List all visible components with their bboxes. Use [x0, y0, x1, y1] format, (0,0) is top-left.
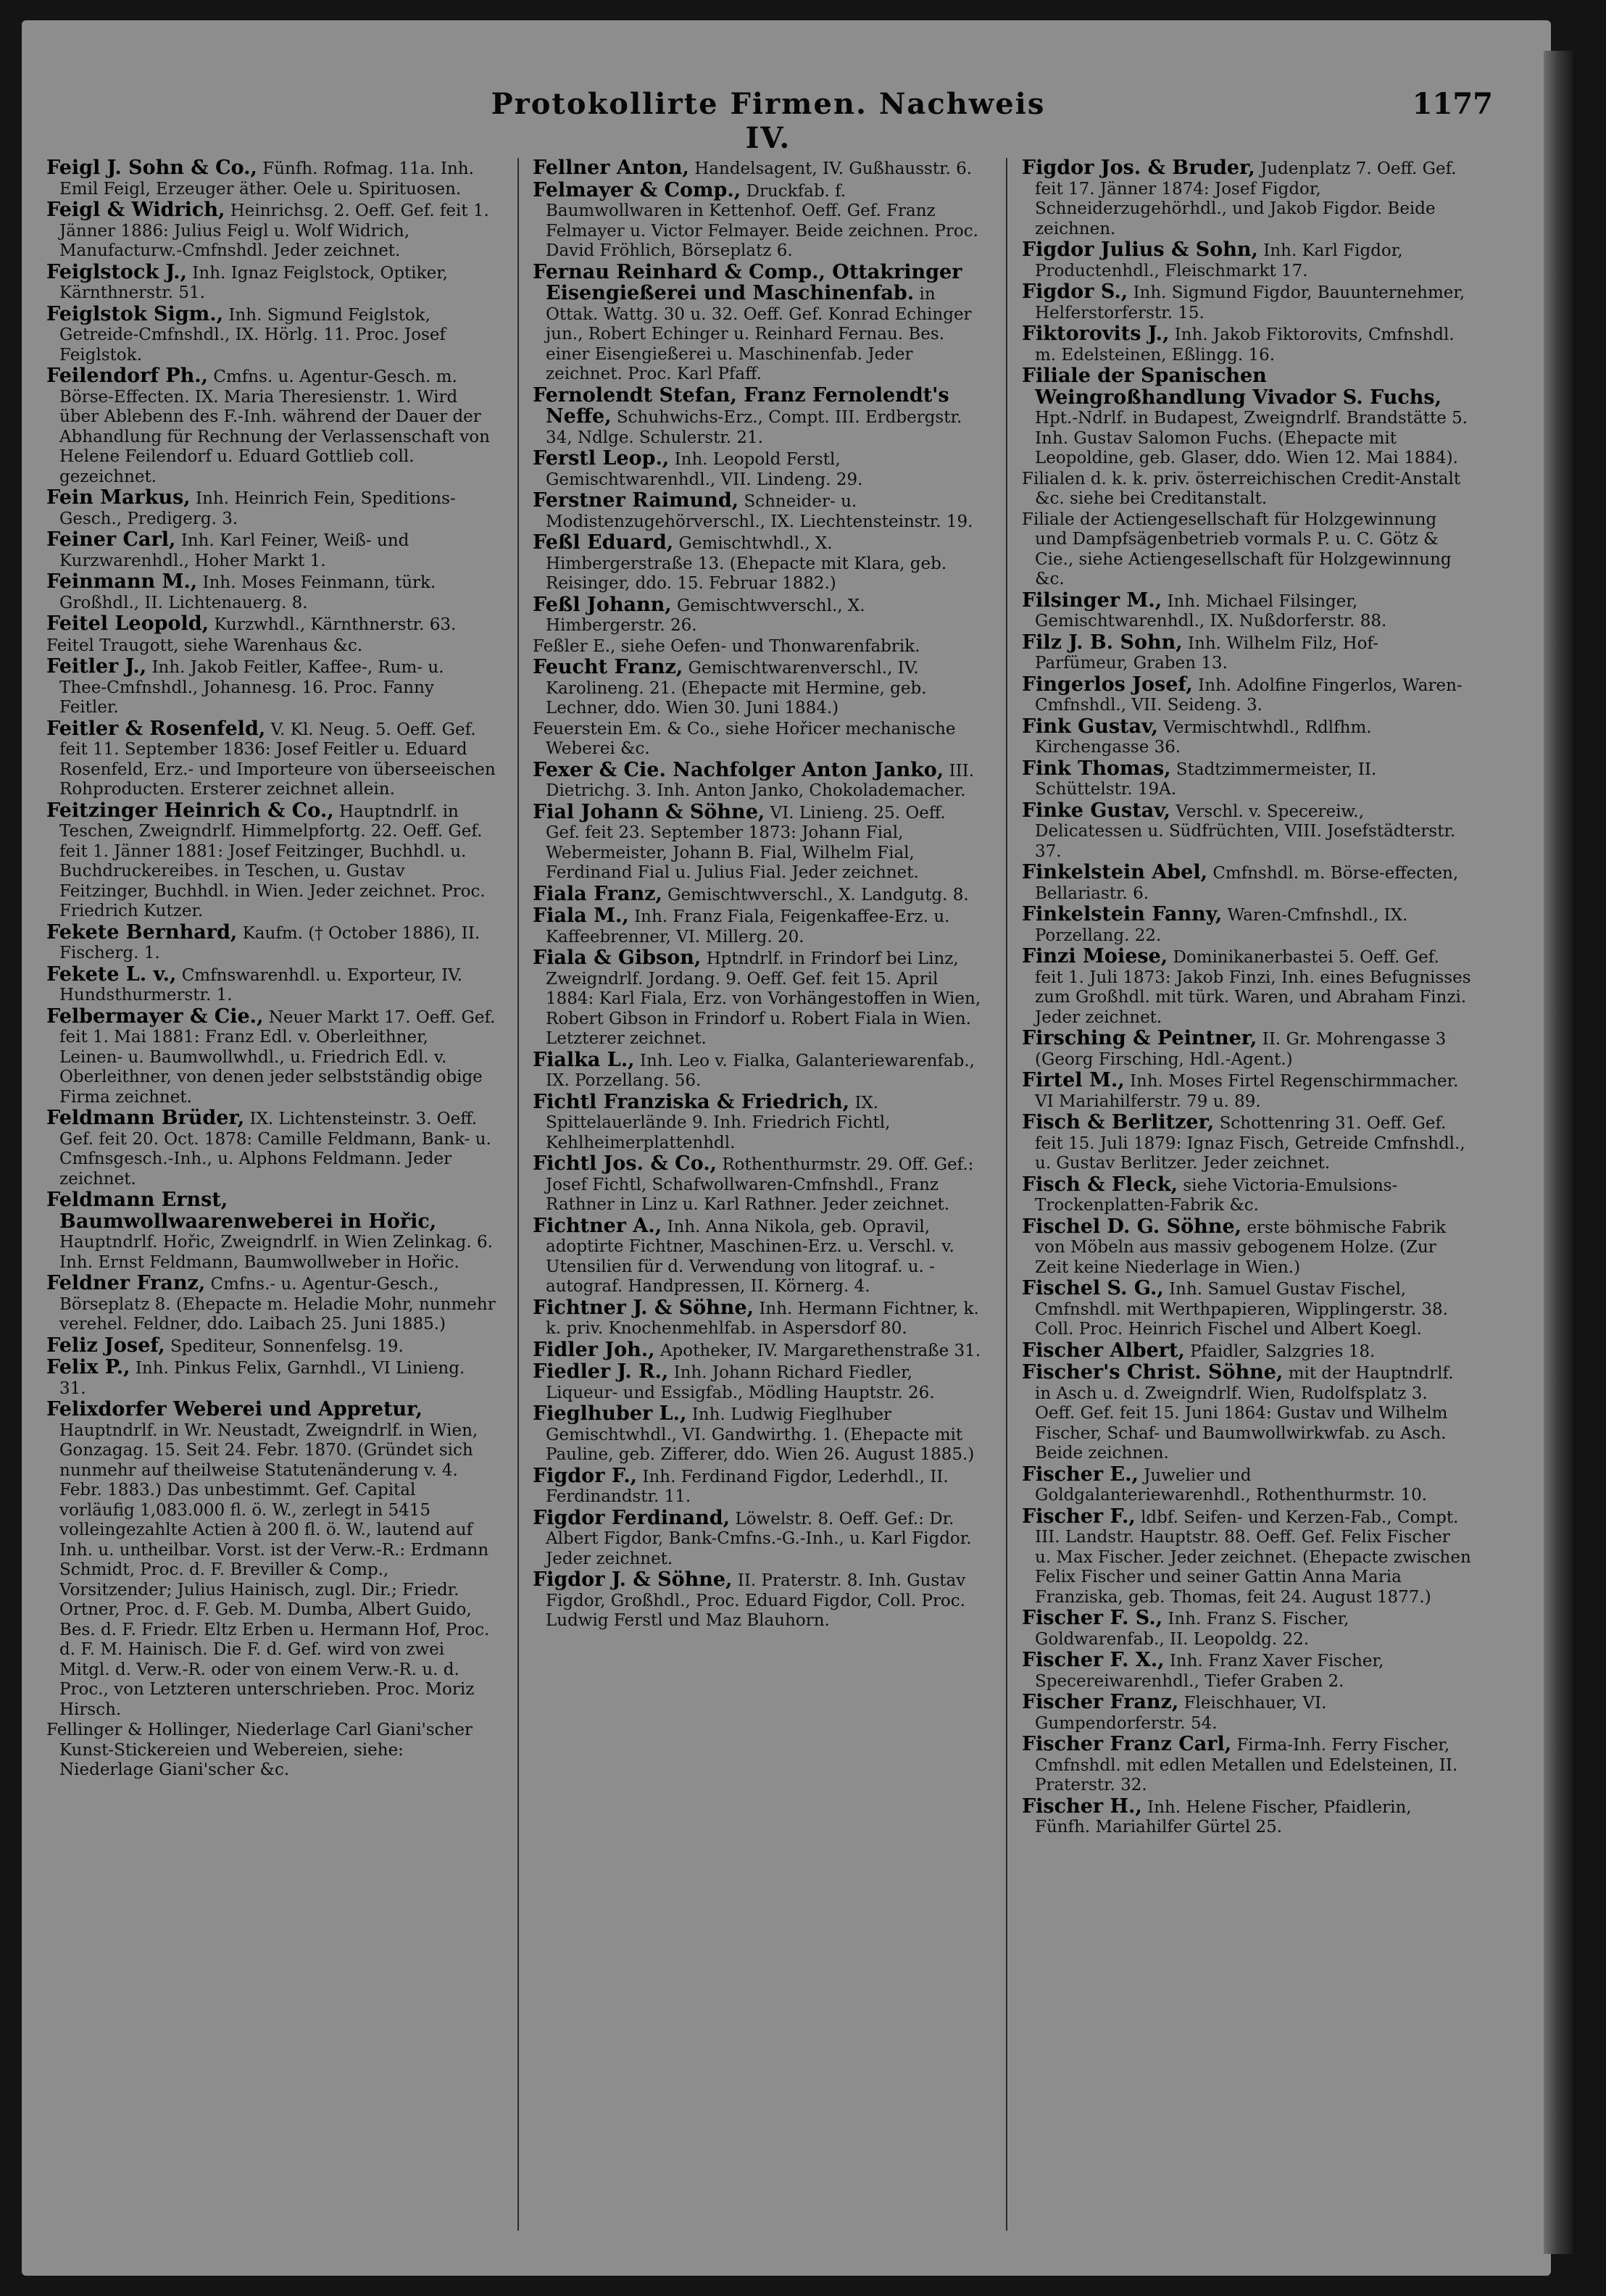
directory-entry: [1022, 510, 1471, 590]
firm-name: Ferstl Leop.,: [533, 447, 670, 470]
entry-text: Inh. Pinkus Felix, Garnhdl., VI Linieng. 31.: [59, 1359, 465, 1398]
entry-text: Waren-Cmfnshdl., IX. Porzellang. 22.: [1035, 906, 1408, 945]
directory-entry: [46, 366, 496, 487]
entry-text: Kurzwhdl., Kärnthnerstr. 63.: [214, 615, 457, 634]
directory-entry: [1022, 1650, 1471, 1692]
directory-entry: [533, 1154, 982, 1215]
entry-text: Gemischtwarenverschl., IV. Karolineng. 21. (Ehepacte mit Hermine, geb. Lechner, ddo. Wien 30. Juni 1884.): [546, 659, 927, 718]
directory-entry: [1022, 1734, 1471, 1796]
directory-entry: [46, 158, 496, 199]
entry-text: Inh. Jakob Fiktorovits, Cmfnshdl. m. Edelsteinen, Eßlingg. 16.: [1035, 325, 1455, 365]
entry-text: Feßler E., siehe Oefen- und Thonwarenfabrik.: [533, 636, 920, 656]
directory-entry: [1022, 470, 1471, 509]
firm-name: Figdor Ferdinand,: [533, 1506, 731, 1529]
firm-name: Feigl & Widrich,: [46, 199, 225, 221]
firm-name: Finzi Moiese,: [1022, 945, 1168, 968]
entry-text: Inh. Michael Filsinger, Gemischtwarenhdl., IX. Nußdorferstr. 88.: [1035, 591, 1387, 631]
entry-text: Inh. Jakob Feitler, Kaffee-, Rum- u. Thee-Cmfnshdl., Johannesg. 16. Proc. Fanny Feitler.: [59, 658, 444, 717]
entry-text: IX. Spittelauerlände 9. Inh. Friedrich Fichtl, Kehlheimerplattenhdl.: [546, 1093, 891, 1152]
entry-text: Pfaidler, Salzgries 18.: [1190, 1342, 1376, 1361]
entry-text: V. Kl. Neug. 5. Oeff. Gef. feit 11. September 1836: Josef Feitler u. Eduard Rosenfeld, Erz.- und Importeure von überseeischen Rohproducten. Ersterer zeichnet allein.: [59, 720, 496, 799]
firm-name: Fiktorovits J.,: [1022, 323, 1170, 345]
firm-name: Fischer Albert,: [1022, 1339, 1185, 1362]
directory-entry: [533, 1050, 982, 1091]
entry-text: Inh. Karl Figdor, Productenhdl., Fleischmarkt 17.: [1035, 241, 1403, 280]
entry-text: Inh. Franz Fiala, Feigenkaffee-Erz. u. Kaffeebrenner, VI. Millerg. 20.: [546, 907, 950, 947]
firm-name: Feldmann Ernst, Baumwollwaarenweberei in Hořic,: [46, 1189, 437, 1233]
entry-text: Vermischtwhdl., Rdlfhm. Kirchengasse 36.: [1035, 718, 1372, 757]
entry-text: II. Gr. Mohrengasse 3 (Georg Firsching, Hdl.-Agent.): [1035, 1030, 1447, 1069]
directory-entry: [533, 1508, 982, 1570]
entry-text: Handelsagent, IV. Gußhausstr. 6.: [694, 159, 973, 178]
entry-text: Apotheker, IV. Margarethenstraße 31.: [660, 1341, 981, 1360]
entry-text: Gemischtwverschl., X. Himbergerstr. 26.: [546, 596, 865, 635]
directory-entry: [1022, 759, 1471, 800]
firm-name: Felmayer & Comp.,: [533, 178, 741, 201]
directory-entry: [1022, 1028, 1471, 1070]
entry-text: Löwelstr. 8. Oeff. Gef.: Dr. Albert Figdor, Bank-Cmfns.-G.-Inh., u. Karl Figdor. Jeder zeichnet.: [546, 1509, 972, 1568]
firm-name: Fischer H.,: [1022, 1794, 1142, 1818]
entry-text: Inh. Anna Nikola, geb. Opravil, adoptirte Fichtner, Maschinen-Erz. u. Verschl. v. Utensilien für d. Verwendung von litograf. u. -autograf. Handpressen, II. Körnerg. 4.: [546, 1217, 954, 1296]
firm-name: Fellner Anton,: [533, 158, 689, 179]
directory-entry: [46, 488, 496, 529]
entry-text: Spediteur, Sonnenfelsg. 19.: [170, 1336, 404, 1356]
directory-entry: [1022, 1217, 1471, 1278]
entry-text: Inh. Hermann Fichtner, k. k. priv. Knochenmehlfab. in Aspersdorf 80.: [546, 1299, 979, 1338]
page-number: 1177: [1412, 87, 1493, 121]
entry-text: Inh. Ferdinand Figdor, Lederhdl., II. Ferdinandstr. 11.: [546, 1467, 949, 1506]
firm-name: Finkelstein Abel,: [1022, 861, 1207, 883]
entry-text: Schottenring 31. Oeff. Gef. feit 15. Juli 1879: Ignaz Fisch, Getreide Cmfnshdl., u. Gustav Berlitzer. Jeder zeichnet.: [1035, 1114, 1465, 1173]
directory-entry: [1022, 1692, 1471, 1734]
entry-text: Judenplatz 7. Oeff. Gef. feit 17. Jänner 1874: Josef Figdor, Schneiderzugehörhdl., und Jakob Figdor. Beide zeichnen.: [1035, 159, 1457, 238]
entry-text: Inh. Johann Richard Fiedler, Liqueur- und Essigfab., Mödling Hauptstr. 26.: [546, 1363, 935, 1402]
directory-entry: [1022, 633, 1471, 674]
directory-entry: [533, 948, 982, 1049]
entry-text: Inh. Karl Feiner, Weiß- und Kurzwarenhdl., Hoher Markt 1.: [59, 531, 409, 570]
directory-entry: [533, 1092, 982, 1154]
entry-text: Hauptndrlf. in Teschen, Zweigndrlf. Himmelpfortg. 22. Oeff. Gef. feit 1. Jänner 1881: Josef Feitzinger, Buchhdl. u. Buchdruckereibes. in Teschen, u. Gustav Feitzinger, Buchhdl. in Wien. Jeder zeichnet. Proc. Friedrich Kutzer.: [59, 802, 486, 920]
directory-entry: [1022, 1112, 1471, 1174]
entry-text: Inh. Franz Xaver Fischer, Specereiwarenhdl., Tiefer Graben 2.: [1035, 1652, 1384, 1691]
directory-entry: [1022, 158, 1471, 239]
entry-text: Gemischtwverschl., X. Landgutg. 8.: [667, 885, 969, 904]
directory-entry: [533, 1362, 982, 1403]
firm-name: Feitel Leopold,: [46, 612, 209, 635]
directory-entry: [46, 719, 496, 800]
firm-name: Fialka L.,: [533, 1048, 635, 1071]
directory-entry: [533, 595, 982, 636]
firm-name: Fink Thomas,: [1022, 757, 1171, 780]
entry-text: Neuer Markt 17. Oeff. Gef. feit 1. Mai 1881: Franz Edl. v. Oberleithner, Leinen- u. Baumwollwhdl., u. Friedrich Edl. v. Oberleithner, von denen jeder selbstständig obige Firma zeichnet.: [59, 1007, 496, 1107]
entry-text: Cmfns.- u. Agentur-Gesch., Börseplatz 8. (Ehepacte m. Heladie Mohr, nunmehr verehel. Feldner, ddo. Laibach 25. Juni 1885.): [59, 1275, 496, 1334]
directory-entry: [46, 1273, 496, 1335]
entry-text: IX. Lichtensteinstr. 3. Oeff. Gef. feit 20. Oct. 1878: Camille Feldmann, Bank- u. Cmfnsgesch.-Inh., u. Alphons Feldmann. Jeder zeichnet.: [59, 1110, 491, 1189]
firm-name: Figdor F.,: [533, 1464, 638, 1487]
firm-name: Fieglhuber L.,: [533, 1402, 687, 1425]
firm-name: Figdor Julius & Sohn,: [1022, 238, 1258, 261]
firm-name: Fernolendt Stefan, Franz Fernolendt's Neffe,: [533, 383, 949, 428]
firm-name: Fein Markus,: [46, 486, 191, 509]
directory-entry: [533, 884, 982, 906]
entry-text: Inh. Heinrich Fein, Speditions-Gesch., Predigerg. 3.: [59, 489, 456, 528]
directory-entry: [46, 636, 496, 657]
directory-entry: [533, 1216, 982, 1297]
entry-text: ldbf. Seifen- und Kerzen-Fab., Compt. III. Landstr. Hauptstr. 88. Oeff. Gef. Felix Fischer u. Max Fischer. Jeder zeichnet. (Ehepacte zwischen Felix Fischer und seiner Gattin Anna Maria Franziska, geb. Thomas, feit 24. August 1877.): [1035, 1507, 1471, 1607]
directory-entry: [1022, 1278, 1471, 1340]
entry-text: Schuhwichs-Erz., Compt. III. Erdbergstr. 34, Ndlge. Schulerstr. 21.: [546, 408, 962, 447]
directory-entry: [46, 1004, 496, 1108]
directory-entry: [46, 962, 496, 1006]
directory-entry: [1022, 717, 1471, 758]
firm-name: Filsinger M.,: [1022, 588, 1162, 612]
directory-entry: [533, 906, 982, 947]
directory-entry: [1022, 947, 1471, 1028]
entry-text: Filialen d. k. k. priv. österreichischen Credit-Anstalt &c. siehe bei Creditanstalt.: [1022, 469, 1461, 508]
firm-name: Fichtner J. & Söhne,: [533, 1296, 754, 1319]
entry-text: Inh. Franz S. Fischer, Goldwarenfab., II. Leopoldg. 22.: [1035, 1610, 1349, 1649]
directory-entry: [533, 158, 982, 180]
directory-entry: [533, 760, 982, 802]
directory-entry: [533, 1466, 982, 1507]
page-title: Protokollirte Firmen. Nachweis IV.: [491, 87, 1046, 155]
firm-name: Fischer Franz Carl,: [1022, 1733, 1232, 1755]
firm-name: Fidler Joh.,: [533, 1338, 655, 1361]
directory-entry: [1022, 366, 1471, 469]
entry-text: Heinrichsg. 2. Oeff. Gef. feit 1. Jänner 1886: Julius Feigl u. Wolf Widrich, Manufacturw.-Cmfnshdl. Jeder zeichnet.: [59, 201, 489, 260]
entry-text: Feuerstein Em. & Co., siehe Hořicer mechanische Weberei &c.: [533, 719, 956, 758]
firm-name: Fial Johann & Söhne,: [533, 800, 765, 823]
directory-entry: [46, 1190, 496, 1273]
entry-text: Verschl. v. Specereiw., Delicatessen u. Südfrüchten, VIII. Josefstädterstr. 37.: [1035, 802, 1456, 861]
column-3: [1022, 158, 1471, 2260]
firm-name: Feliz Josef,: [46, 1334, 165, 1357]
firm-name: Felixdorfer Weberei und Appretur,: [46, 1398, 423, 1421]
directory-entry: [46, 1108, 496, 1189]
directory-entry: [533, 449, 982, 490]
firm-name: Fernau Reinhard & Comp., Ottakringer Eisengießerei und Maschinenfab.: [533, 260, 962, 304]
firm-name: Feldmann Brüder,: [46, 1107, 245, 1129]
directory-entry: [1022, 240, 1471, 281]
entry-text: mit der Hauptndrlf. in Asch u. d. Zweigndrlf. Wien, Rudolfsplatz 3. Oeff. Gef. feit 15. Juni 1864: Gustav und Wilhelm Fischer, Schaf- und Baumwollwirkwfab. zu Asch. Beide zeichnen.: [1035, 1364, 1454, 1463]
firm-name: Figdor J. & Söhne,: [533, 1568, 733, 1591]
firm-name: Firsching & Peintner,: [1022, 1027, 1257, 1049]
directory-entry: [1022, 1507, 1471, 1608]
entry-text: Cmfns. u. Agentur-Gesch. m. Börse-Effecten. IX. Maria Theresienstr. 1. Wird über Ablebenn des F.-Inh. während der Dauer der Abhandlung für Rechnung der Verlassenschaft von Helene Feilendorf u. Eduard Gottlieb coll. gezeichnet.: [59, 367, 490, 486]
entry-text: Inh. Ignaz Feiglstock, Optiker, Kärnthnerstr. 51.: [59, 263, 448, 302]
firm-name: Fiala Franz,: [533, 882, 662, 905]
firm-name: Finkelstein Fanny,: [1022, 903, 1223, 926]
directory-entry: [46, 920, 496, 964]
directory-entry: [533, 637, 982, 657]
directory-entry: [46, 1399, 496, 1720]
firm-name: Feigl J. Sohn & Co.,: [46, 158, 257, 179]
firm-name: Fiala & Gibson,: [533, 947, 702, 969]
entry-text: Hptndrlf. in Frindorf bei Linz, Zweigndrlf. Jordang. 9. Oeff. Gef. feit 15. April 1884: Karl Fiala, Erz. von Vorhängestoffen in Wien, Robert Gibson in Frindorf u. Robert Fiala in Wien. Letzterer zeichnet.: [546, 949, 981, 1048]
firm-name: Figdor S.,: [1022, 280, 1128, 303]
directory-entry: [46, 1357, 496, 1399]
column-2: [533, 158, 982, 2260]
firm-name: Fichtl Jos. & Co.,: [533, 1152, 717, 1175]
firm-name: Feucht Franz,: [533, 656, 683, 678]
entry-text: Inh. Wilhelm Filz, Hof-Parfümeur, Graben 13.: [1035, 633, 1378, 673]
entry-text: Fünfh. Rofmag. 11a. Inh. Emil Feigl, Erzeuger äther. Oele u. Spirituosen.: [59, 159, 474, 199]
directory-entry: [46, 657, 496, 718]
firm-name: Feilendorf Ph.,: [46, 365, 209, 387]
entry-text: Inh. Adolfine Fingerlos, Waren-Cmfnshdl., VII. Seideng. 3.: [1035, 675, 1463, 715]
entry-text: III. Dietrichg. 3. Inh. Anton Janko, Chokolademacher.: [546, 761, 975, 800]
entry-text: in Ottak. Wattg. 30 u. 32. Oeff. Gef. Konrad Echinger jun., Robert Echinger u. Reinhard Fernau. Bes. einer Eisengießerei u. Maschinenfab. Jeder zeichnet. Proc. Karl Pfaff.: [546, 285, 972, 383]
entry-text: Cmfnshdl. m. Börse-effecten, Bellariastr. 6.: [1035, 864, 1459, 903]
directory-entry: [533, 720, 982, 760]
directory-entry: [1022, 1363, 1471, 1464]
directory-entry: [1022, 1465, 1471, 1506]
directory-entry: [1022, 1608, 1471, 1650]
directory-entry: [533, 491, 982, 532]
firm-name: Felbermayer & Cie.,: [46, 1004, 264, 1028]
firm-name: Filiale der Spanischen Weingroßhandlung Vivador S. Fuchs,: [1022, 365, 1442, 409]
directory-entry: [533, 262, 982, 385]
book-page-edge: [1544, 51, 1573, 2254]
firm-name: Figdor Jos. & Bruder,: [1022, 158, 1255, 179]
directory-entry: [1022, 675, 1471, 716]
firm-name: Feiglstok Sigm.,: [46, 302, 224, 325]
directory-entry: [46, 801, 496, 922]
firm-name: Fischer's Christ. Söhne,: [1022, 1361, 1283, 1384]
firm-name: Feiner Carl,: [46, 528, 176, 551]
firm-name: Fisch & Fleck,: [1022, 1173, 1178, 1196]
firm-name: Feldner Franz,: [46, 1272, 206, 1294]
firm-name: Fischer Franz,: [1022, 1691, 1179, 1713]
directory-entry: [533, 1340, 982, 1362]
firm-name: Feßl Johann,: [533, 593, 672, 616]
entry-text: Hauptndrlf. in Wr. Neustadt, Zweigndrlf. in Wien, Gonzagag. 15. Seit 24. Febr. 1870. (Gründet sich nunmehr auf theilweise Statutenänderung v. 4. Febr. 1883.) Das unbestimmt. Gef. Capital vorläufig 1,083.000 fl. ö. W., zerlegt in 5415 volleingezahlte Actien à 200 fl. ö. W., lautend auf Inh. u. untheilbar. Vorst. ist der Verw.-R.: Erdmann Schmidt, Proc. d. F. Breviller & Comp., Vorsitzender; Julius Hainisch, zugl. Dir.; Friedr. Ortner, Proc. d. F. Geb. M. Dumba, Albert Guido, Bes. d. F. Friedr. Eltz Erben u. Hermann Hof, Proc. d. F. M. Hainisch. Die F. d. Gef. wird von zwei Mitgl. d. Verw.-R. oder von einem Verw.-R. u. d. Proc., von Letzteren unterschrieben. Proc. Moriz Hirsch.: [59, 1421, 490, 1719]
entry-text: Inh. Sigmund Feiglstok, Getreide-Cmfnshdl., IX. Hörlg. 11. Proc. Josef Feiglstok.: [59, 305, 446, 365]
firm-name: Fischer E.,: [1022, 1463, 1139, 1486]
entry-text: Druckfab. f. Baumwollwaren in Kettenhof. Oeff. Gef. Franz Felmayer u. Victor Felmayer. Beide zeichnen. Proc. David Fröhlich, Börseplatz 6.: [546, 181, 978, 260]
directory-entry: [533, 1298, 982, 1339]
entry-text: Inh. Sigmund Figdor, Bauunternehmer, Helferstorferstr. 15.: [1035, 283, 1465, 323]
entry-text: Rothenthurmstr. 29. Off. Gef.: Josef Fichtl, Schafwollwaren-Cmfnshdl., Franz Rathner in Linz u. Karl Rathner. Jeder zeichnet.: [546, 1155, 974, 1214]
entry-text: Inh. Leo v. Fialka, Galanteriewarenfab., IX. Porzellang. 56.: [546, 1051, 975, 1090]
entry-text: Feitel Traugott, siehe Warenhaus &c.: [46, 636, 363, 655]
firm-name: Fischer F. X.,: [1022, 1649, 1165, 1671]
directory-entry: [46, 1336, 496, 1357]
firm-name: Felix P.,: [46, 1356, 130, 1378]
directory-entry: [46, 200, 496, 262]
firm-name: Feßl Eduard,: [533, 531, 674, 554]
firm-name: Fichtl Franziska & Friedrich,: [533, 1090, 850, 1113]
directory-entry: [46, 530, 496, 571]
entry-text: VI. Linieng. 25. Oeff. Gef. feit 23. September 1873: Johann Fial, Webermeister, Johann B. Fial, Wilhelm Fial, Ferdinand Fial u. Julius Fial. Jeder zeichnet.: [546, 803, 946, 882]
entry-text: Hpt.-Ndrlf. in Budapest, Zweigndrlf. Brandstätte 5. Inh. Gustav Salomon Fuchs. (Ehepacte mit Leopoldine, geb. Glaser, ddo. Wien 12. Mai 1884).: [1035, 409, 1468, 467]
firm-name: Finke Gustav,: [1022, 799, 1171, 822]
firm-name: Ferstner Raimund,: [533, 489, 739, 512]
running-head: [22, 87, 1551, 155]
entry-text: Gemischtwhdl., X. Himbergerstraße 13. (Ehepacte mit Klara, geb. Reisinger, ddo. 15. Februar 1882.): [546, 534, 947, 593]
entry-text: Inh. Leopold Ferstl, Gemischtwarenhdl., VII. Lindeng. 29.: [546, 450, 863, 489]
directory-entry: [1022, 904, 1471, 946]
directory-entry: [46, 304, 496, 366]
entry-text: Hauptndrlf. Hořic, Zweigndrlf. in Wien Zelinkag. 6. Inh. Ernst Feldmann, Baumwollweber in Hořic.: [59, 1233, 493, 1272]
firm-name: Fischel S. G.,: [1022, 1277, 1164, 1299]
entry-text: Firma-Inh. Ferry Fischer, Cmfnshdl. mit edlen Metallen und Edelsteinen, II. Praterstr. 32.: [1035, 1736, 1458, 1794]
directory-entry: [1022, 324, 1471, 365]
entry-text: Inh. Moses Firtel Regenschirmmacher. VI Mariahilferstr. 79 u. 89.: [1035, 1072, 1459, 1111]
column-1: [46, 158, 496, 2260]
column-divider: [1006, 158, 1007, 2231]
firm-name: Fischel D. G. Söhne,: [1022, 1215, 1242, 1238]
entry-text: Cmfnswarenhdl. u. Exporteur, IV. Hundsthurmerstr. 1.: [59, 965, 463, 1004]
entry-text: Fleischhauer, VI. Gumpendorferstr. 54.: [1035, 1694, 1327, 1733]
directory-entry: [1022, 1341, 1471, 1363]
entry-text: Inh. Ludwig Fieglhuber Gemischtwhdl., VI. Gandwirthg. 1. (Ehepacte mit Pauline, geb. Zifferer, ddo. Wien 26. August 1885.): [546, 1405, 975, 1464]
directory-page: [22, 20, 1551, 2276]
entry-text: II. Praterstr. 8. Inh. Gustav Figdor, Großhdl., Proc. Eduard Figdor, Coll. Proc. Ludwig Ferstl und Maz Blauhorn.: [546, 1571, 966, 1630]
firm-name: Fekete L. v.,: [46, 962, 177, 986]
firm-name: Fexer & Cie. Nachfolger Anton Janko,: [533, 758, 944, 781]
directory-entry: [1022, 1070, 1471, 1112]
directory-entry: [1022, 282, 1471, 323]
entry-text: Inh. Samuel Gustav Fischel, Cmfnshdl. mit Werthpapieren, Wipplingerstr. 38. Coll. Proc. Heinrich Fischel und Albert Koegl.: [1035, 1280, 1448, 1339]
firm-name: Feitler & Rosenfeld,: [46, 717, 266, 740]
directory-entry: [533, 657, 982, 719]
firm-name: Fingerlos Josef,: [1022, 673, 1193, 696]
directory-entry: [1022, 1794, 1471, 1838]
entry-text: Fellinger & Hollinger, Niederlage Carl Giani'scher Kunst-Stickereien und Webereien, siehe: Niederlage Giani'scher &c.: [46, 1721, 473, 1779]
firm-name: Feitler J.,: [46, 655, 147, 678]
firm-name: Fischer F.,: [1022, 1505, 1136, 1528]
entry-text: Dominikanerbastei 5. Oeff. Gef. feit 1. Juli 1873: Jakob Finzi, Inh. eines Befugnisses zum Großhdl. mit türk. Waren, und Abraham Finzi. Jeder zeichnet.: [1035, 948, 1471, 1027]
entry-text: erste böhmische Fabrik von Möbeln aus massiv gebogenem Holze. (Zur Zeit keine Niederlage in Wien.): [1035, 1218, 1447, 1277]
directory-entry: [1022, 1175, 1471, 1216]
directory-entry: [533, 180, 982, 262]
directory-entry: [1022, 588, 1471, 632]
entry-text: Kaufm. († October 1886), II. Fischerg. 1.: [59, 923, 480, 962]
firm-name: Firtel M.,: [1022, 1069, 1125, 1091]
directory-entry: [533, 802, 982, 883]
directory-entry: [533, 1570, 982, 1631]
directory-entry: [46, 614, 496, 636]
firm-name: Fekete Bernhard,: [46, 920, 238, 944]
firm-name: Filz J. B. Sohn,: [1022, 631, 1183, 654]
directory-entry: [533, 1404, 982, 1465]
firm-name: Fiedler J. R.,: [533, 1360, 669, 1383]
firm-name: Fisch & Berlitzer,: [1022, 1111, 1215, 1134]
firm-name: Feinmann M.,: [46, 570, 198, 593]
firm-name: Fichtner A.,: [533, 1214, 662, 1237]
directory-entry: [1022, 801, 1471, 862]
firm-name: Feitzinger Heinrich & Co.,: [46, 799, 334, 822]
firm-name: Fiala M.,: [533, 904, 629, 927]
entry-text: Juwelier und Goldgalanteriewarenhdl., Rothenthurmstr. 10.: [1035, 1465, 1428, 1505]
entry-text: Stadtzimmermeister, II. Schüttelstr. 19A.: [1035, 760, 1377, 799]
entry-text: Schneider- u. Modistenzugehörverschl., IX. Liechtensteinstr. 19.: [546, 492, 973, 531]
firm-name: Fink Gustav,: [1022, 715, 1158, 738]
entry-text: Inh. Moses Feinmann, türk. Großhdl., II. Lichtenauerg. 8.: [59, 573, 436, 612]
directory-entry: [46, 1721, 496, 1781]
directory-entry: [533, 383, 982, 449]
entry-text: Inh. Helene Fischer, Pfaidlerin, Fünfh. Mariahilfer Gürtel 25.: [1035, 1797, 1412, 1837]
firm-name: Feiglstock J.,: [46, 260, 187, 283]
entry-text: Filiale der Actiengesellschaft für Holzgewinnung und Dampfsägenbetrieb vormals P. u. C. Götz & Cie., siehe Actiengesellschaft für Holzgewinnung &c.: [1022, 509, 1452, 588]
entry-text: siehe Victoria-Emulsions-Trockenplatten-Fabrik &c.: [1035, 1176, 1398, 1215]
directory-entry: [46, 262, 496, 304]
column-divider: [517, 158, 519, 2231]
directory-entry: [46, 572, 496, 613]
directory-entry: [1022, 862, 1471, 904]
firm-name: Fischer F. S.,: [1022, 1607, 1163, 1629]
directory-entry: [533, 533, 982, 594]
